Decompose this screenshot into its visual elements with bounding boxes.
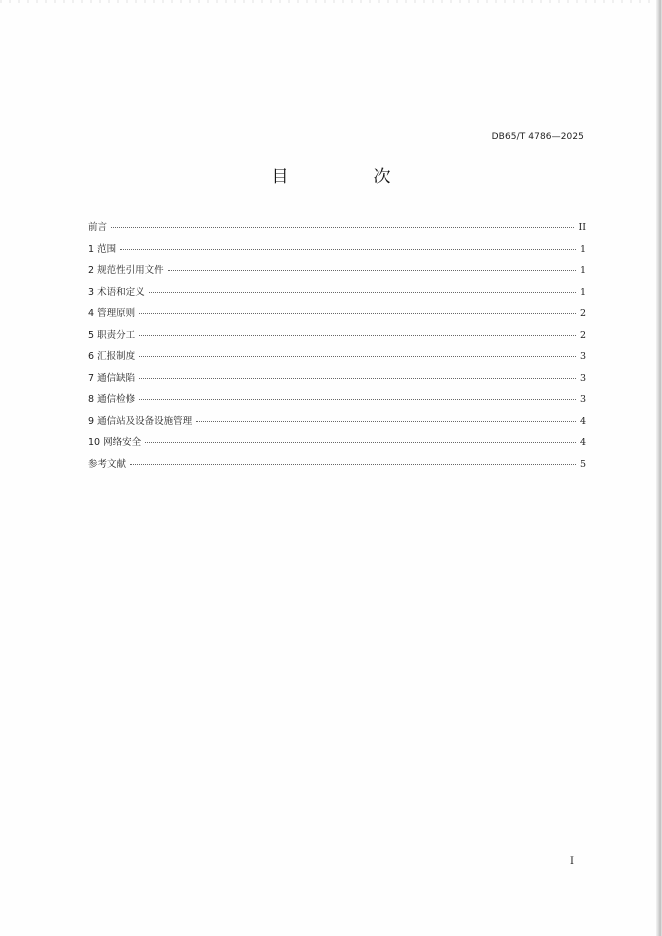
toc-entry-page: 2: [579, 329, 586, 341]
toc-leader: [120, 249, 576, 250]
scan-artifact-top: [0, 0, 662, 3]
toc-entry-page: 2: [579, 308, 586, 319]
toc-leader: [139, 335, 576, 336]
toc-entry-responsibilities[interactable]: [88, 327, 586, 349]
toc-leader: [139, 378, 576, 379]
toc-leader: [139, 399, 576, 400]
scan-artifact-edge: [656, 0, 662, 936]
toc-leader: [168, 270, 576, 271]
toc-leader: [111, 227, 574, 228]
toc-entry-scope[interactable]: [88, 241, 586, 263]
toc-leader: [139, 356, 576, 357]
toc-entry-label: 5 职责分工: [88, 329, 136, 341]
toc-entry-page: 1: [579, 286, 586, 298]
toc-entry-label: 3 术语和定义: [88, 286, 145, 298]
standard-code: DB65/T 4786—2025: [491, 132, 584, 142]
toc-entry-page: 1: [579, 265, 586, 276]
toc-entry-management-principles[interactable]: [88, 305, 586, 327]
toc-leader: [149, 292, 576, 293]
toc-leader: [196, 421, 576, 422]
toc-leader: [130, 464, 576, 465]
toc-entry-page: 4: [579, 437, 586, 448]
toc-entry-label: 前言: [88, 222, 108, 233]
toc-entry-label: 参考文献: [88, 458, 127, 470]
toc-entry-label: 4 管理原则: [88, 308, 136, 319]
toc-entry-network-security[interactable]: [88, 434, 586, 456]
toc-entry-label: 6 汇报制度: [88, 351, 136, 362]
toc-entry-reporting[interactable]: [88, 348, 586, 370]
toc-entry-maintenance[interactable]: [88, 391, 586, 413]
toc-entry-label: 1 范围: [88, 243, 117, 255]
toc-entry-label: 10 网络安全: [88, 437, 142, 448]
toc-leader: [145, 442, 576, 443]
toc-entry-normative-references[interactable]: [88, 262, 586, 284]
toc-entry-page: 3: [579, 351, 586, 362]
toc-entry-page: 4: [579, 415, 586, 427]
toc-entry-label: 2 规范性引用文件: [88, 265, 164, 276]
toc-entry-stations[interactable]: [88, 413, 586, 435]
toc-entry-bibliography[interactable]: [88, 456, 586, 478]
toc-entry-page: II: [578, 222, 586, 233]
toc-entry-defects[interactable]: [88, 370, 586, 392]
toc-entry-label: 9 通信站及设备设施管理: [88, 415, 193, 427]
toc-entry-foreword[interactable]: [88, 219, 586, 241]
toc-leader: [139, 313, 576, 314]
page-title: 目 次: [271, 167, 425, 187]
toc-entry-page: 3: [579, 394, 586, 405]
toc-entry-page: 3: [579, 372, 586, 384]
table-of-contents: [88, 219, 586, 477]
toc-entry-terms[interactable]: [88, 284, 586, 306]
page-number: I: [570, 856, 574, 867]
toc-entry-page: 1: [579, 243, 586, 255]
toc-entry-label: 8 通信检修: [88, 394, 136, 405]
toc-entry-page: 5: [579, 458, 586, 470]
toc-entry-label: 7 通信缺陷: [88, 372, 136, 384]
